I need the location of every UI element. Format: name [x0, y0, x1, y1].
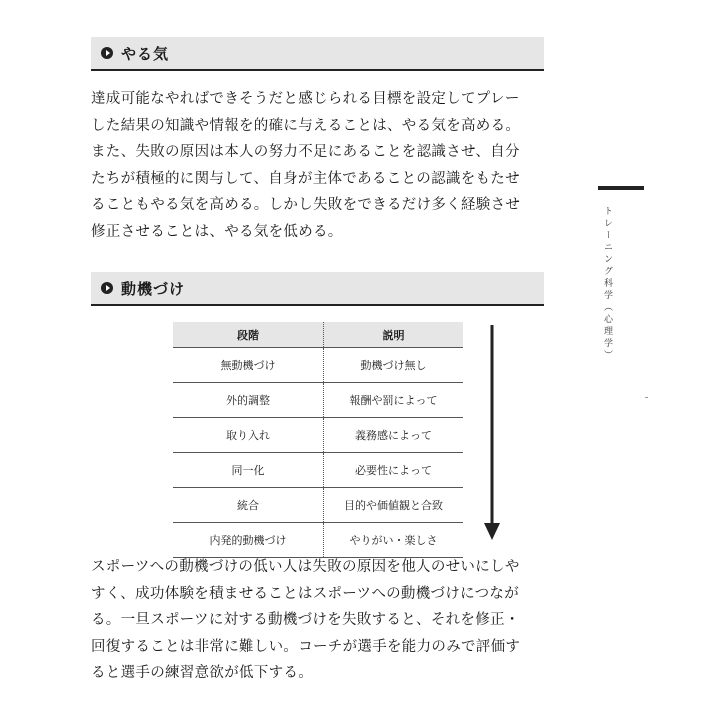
- stage-cell: 外的調整: [173, 383, 324, 418]
- paragraph-line: る。一旦スポーツに対する動機づけを失敗すると、それを修正・: [91, 612, 520, 628]
- description-cell: やりがい・楽しさ: [324, 523, 464, 558]
- play-bullet-icon: [101, 47, 113, 59]
- paragraph-line: 修正させることは、やる気を低める。: [91, 223, 343, 240]
- side-mark: [645, 397, 648, 398]
- table-row: [173, 453, 463, 488]
- side-index-bar: [598, 186, 644, 190]
- stage-cell: 統合: [173, 488, 324, 523]
- play-bullet-icon: [101, 282, 113, 294]
- motivation-stage-table: [173, 322, 463, 558]
- table-row: [173, 348, 463, 383]
- paragraph-line: また、失敗の原因は本人の努力不足にあることを認識させ、自分: [91, 144, 520, 160]
- stage-cell: 内発的動機づけ: [173, 523, 324, 558]
- section-title: 動機づけ: [121, 279, 186, 298]
- table-header-row: [173, 322, 463, 348]
- section-heading-motivation: [91, 37, 544, 71]
- paragraph-line: ることもやる気を高める。しかし失敗をできるだけ多く経験させ: [91, 197, 521, 213]
- section-heading-motivation-type: [91, 272, 544, 306]
- paragraph-line: スポーツへの動機づけの低い人は失敗の原因を他人のせいにしや: [91, 559, 520, 575]
- description-cell: 動機づけ無し: [324, 348, 464, 383]
- side-chapter-label: トレーニング科学（心理学）: [602, 206, 612, 362]
- motivation-paragraph: [91, 86, 546, 245]
- paragraph-line: たちが積極的に関与して、自身が主体であることの認識をもたせ: [91, 170, 520, 187]
- table-row: [173, 383, 463, 418]
- description-cell: 報酬や罰によって: [324, 383, 464, 418]
- table-row: [173, 418, 463, 453]
- paragraph-line: した結果の知識や情報を的確に与えることは、やる気を高める。: [91, 117, 521, 134]
- stage-cell: 取り入れ: [173, 418, 324, 453]
- paragraph-line: 回復することは非常に難しい。コーチが選手を能力のみで評価す: [91, 638, 521, 655]
- motivation-type-paragraph: [91, 554, 546, 687]
- paragraph-line: すく、成功体験を積ませることはスポーツへの動機づけにつなが: [91, 585, 520, 602]
- down-arrow-icon: [484, 325, 500, 540]
- stage-cell: 無動機づけ: [173, 348, 324, 383]
- table-row: [173, 488, 463, 523]
- column-header-stage: 段階: [173, 322, 324, 348]
- description-cell: 必要性によって: [324, 453, 464, 488]
- stage-cell: 同一化: [173, 453, 324, 488]
- paragraph-line: 達成可能なやればできそうだと感じられる目標を設定してプレー: [91, 91, 520, 107]
- table-row: [173, 523, 463, 558]
- description-cell: 義務感によって: [324, 418, 464, 453]
- column-header-description: 説明: [324, 322, 464, 348]
- section-title: やる気: [121, 44, 170, 63]
- paragraph-line: ると選手の練習意欲が低下する。: [91, 665, 313, 681]
- description-cell: 目的や価値観と合致: [324, 488, 464, 523]
